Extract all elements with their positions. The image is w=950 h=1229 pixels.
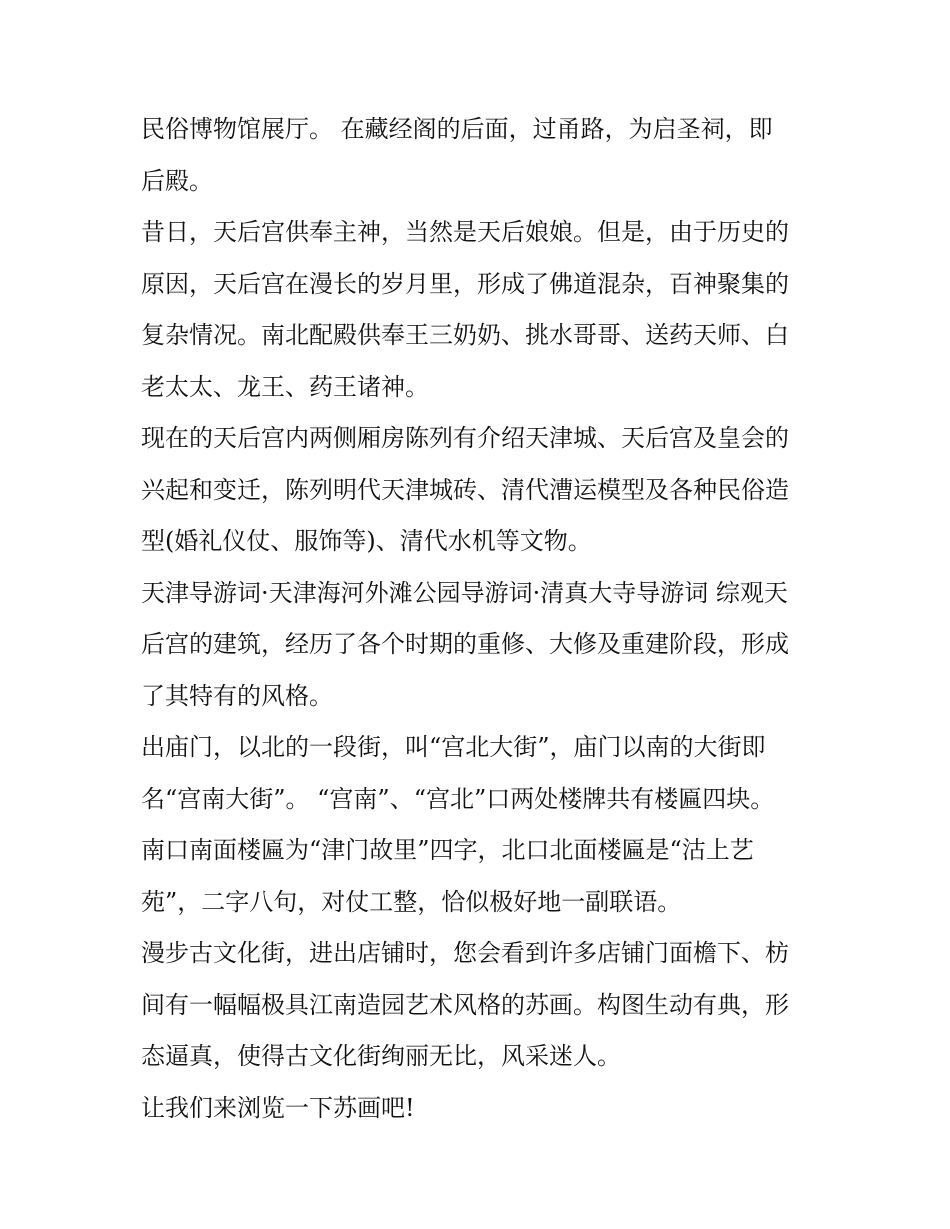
paragraph xyxy=(141,104,821,207)
text-line: 名“宫南大街”。 “宫南”、“宫北”口两处楼牌共有楼匾四块。 xyxy=(141,784,775,813)
document-body xyxy=(141,104,821,1134)
paragraph xyxy=(141,928,821,1083)
paragraph xyxy=(141,722,821,825)
text-line: 苑”，二字八句，对仗工整，恰似极好地一副联语。 xyxy=(141,887,682,916)
text-line: 天津导游词·天津海河外滩公园导游词·清真大寺导游词 综观天 xyxy=(141,578,788,607)
paragraph xyxy=(141,413,821,568)
text-line: 复杂情况。南北配殿供奉王三奶奶、挑水哥哥、送药天师、白 xyxy=(141,321,789,349)
text-line: 南口南面楼匾为“津门故里”四字，北口北面楼匾是“沽上艺 xyxy=(141,836,754,864)
text-line: 原因，天后宫在漫长的岁月里，形成了佛道混杂，百神聚集的 xyxy=(141,269,789,298)
text-line: 现在的天后宫内两侧厢房陈列有介绍天津城、天后宫及皇会的 xyxy=(141,424,789,452)
paragraph xyxy=(141,568,821,723)
text-line: 兴起和变迁，陈列明代天津城砖、清代漕运模型及各种民俗造 xyxy=(141,475,789,504)
text-line: 了其特有的风格。 xyxy=(141,681,333,710)
paragraph xyxy=(141,207,821,413)
text-line: 态逼真，使得古文化街绚丽无比，风采迷人。 xyxy=(141,1042,621,1070)
text-line: 后殿。 xyxy=(141,166,213,195)
text-line: 漫步古文化街，进出店铺时，您会看到许多店铺门面檐下、枋 xyxy=(141,939,789,967)
text-line: 型(婚礼仪仗、服饰等)、清代水机等文物。 xyxy=(141,527,592,555)
text-line: 昔日，天后宫供奉主神，当然是天后娘娘。但是，由于历史的 xyxy=(141,218,789,246)
text-line: 出庙门，以北的一段街，叫“宫北大街”，庙门以南的大街即 xyxy=(141,733,766,761)
text-line: 间有一幅幅极具江南造园艺术风格的苏画。构图生动有典，形 xyxy=(141,990,789,1019)
text-line: 民俗博物馆展厅。 在藏经阁的后面，过甬路，为启圣祠，即 xyxy=(141,115,773,143)
text-line: 老太太、龙王、药王诸神。 xyxy=(141,372,429,401)
paragraph xyxy=(141,1083,821,1135)
text-line: 后宫的建筑，经历了各个时期的重修、大修及重建阶段，形成 xyxy=(141,630,789,658)
text-line: 让我们来浏览一下苏画吧! xyxy=(141,1093,415,1122)
paragraph xyxy=(141,825,821,928)
